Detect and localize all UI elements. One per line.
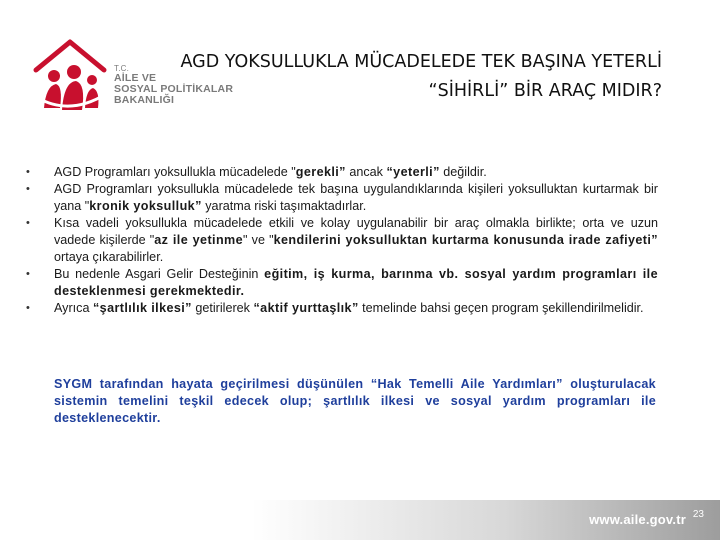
bullet-emphasis: az ile yetinme (154, 233, 244, 247)
bullet-emphasis: “yeterli” (386, 165, 440, 179)
logo-line-3: SOSYAL POLİTİKALAR (114, 83, 234, 95)
footer-website[interactable]: www.aile.gov.tr (589, 512, 686, 527)
bullet-item (26, 181, 658, 215)
bullet-text: getirilerek (191, 301, 254, 315)
bullet-text: değildir. (439, 165, 487, 179)
bullet-emphasis: kendilerini yoksulluktan kurtarma konusunda irade zafiyeti” (273, 233, 658, 247)
bullet-text: AGD Programları yoksullukla mücadelede tek başına uygulandıklarında kişileri yoksulluktan kurtarmak bir yana " (54, 182, 658, 213)
title-line-2: “SİHİRLİ” BİR ARAÇ MIDIR? (428, 81, 662, 101)
bullet-emphasis: “aktif yurttaşlık” (253, 301, 359, 315)
bullet-emphasis: gerekli” (295, 165, 346, 179)
bullet-item (26, 300, 658, 317)
bullet-text: Bu nedenle Asgari Gelir Desteğinin (54, 267, 265, 281)
bullet-emphasis: eğitim, iş kurma, barınma vb. sosyal yardım programları ile desteklenmesi gerekmektedir. (54, 267, 658, 298)
bullet-text: Kısa vadeli yoksullukla mücadelede etkili ve kolay uygulanabilir bir araç olmakla birlikte; orta ve uzun vadede kişilerde " (54, 216, 658, 247)
bullet-emphasis: kronik yoksulluk” (89, 199, 202, 213)
bullet-item (26, 266, 658, 300)
logo-line-4: BAKANLIĞI (114, 94, 175, 106)
bullet-text: AGD Programları yoksullukla mücadelede " (54, 165, 296, 179)
logo-line-2: AİLE VE (114, 72, 157, 84)
bullet-item (26, 215, 658, 266)
slide-number: 23 (692, 509, 704, 520)
bullet-text: ancak (345, 165, 387, 179)
title-line-1: AGD YOKSULLUKLA MÜCADELEDE TEK BAŞINA YETERLİ (180, 52, 662, 72)
bullet-text: temelinde bahsi geçen program şekillendirilmelidir. (358, 301, 644, 315)
bullet-text: ortaya çıkarabilirler. (54, 250, 164, 264)
logo-line-tc: T.C. (114, 64, 130, 73)
slide-title (100, 48, 662, 106)
bullet-text: yaratma riski taşımaktadırlar. (201, 199, 367, 213)
bullet-emphasis: “şartlılık ilkesi” (92, 301, 192, 315)
summary-paragraph: SYGM tarafından hayata geçirilmesi düşünülen “Hak Temelli Aile Yardımları” oluşturulacak sistemin temelini teşkil edecek olup; şartlılık ilkesi ve sosyal yardım programları ile desteklenecektir. (54, 377, 656, 425)
bullet-text: Ayrıca (54, 301, 93, 315)
bullet-list (26, 164, 658, 317)
bullet-text: " ve " (243, 233, 274, 247)
bullet-item (26, 164, 658, 181)
